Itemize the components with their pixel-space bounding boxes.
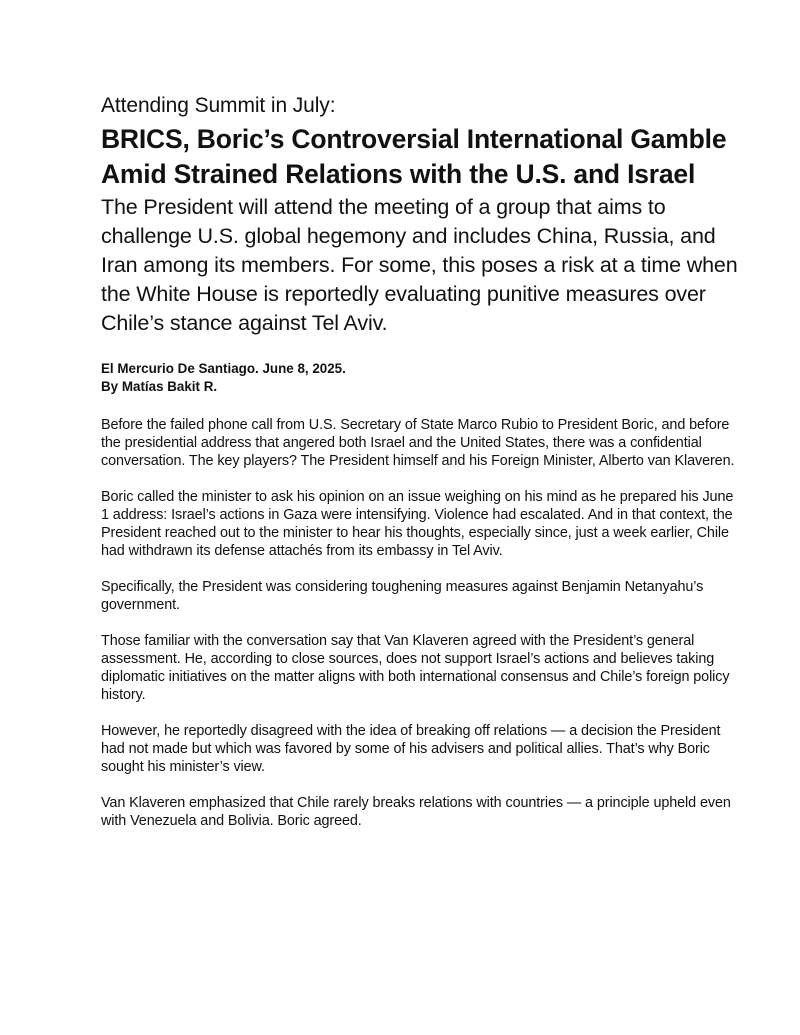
article-kicker: Attending Summit in July:: [101, 94, 336, 117]
article-headline: BRICS, Boric’s Controversial International Gamble Amid Strained Relations with the U.S. and Israel: [101, 124, 727, 189]
article-paragraph: Boric called the minister to ask his opinion on an issue weighing on his mind as he prepared his June 1 address: Israel’s actions in Gaza were intensifying. Violence had escalated. And in that context, the President reached out to the minister to hear his thoughts, especially since, just a week earlier, Chile had withdrawn its defense attachés from its embassy in Tel Aviv.: [101, 489, 734, 559]
article-paragraph: Specifically, the President was considering toughening measures against Benjamin Netanyahu’s government.: [101, 579, 704, 613]
article-byline: [101, 360, 741, 396]
article-author: By Matías Bakit R.: [101, 379, 218, 394]
article-page: [101, 93, 741, 848]
article-paragraph: Those familiar with the conversation say that Van Klaveren agreed with the President’s general assessment. He, according to close sources, does not support Israel’s actions and believes taking diplomatic initiatives on the matter aligns with both international consensus and Chile’s foreign policy history.: [101, 633, 730, 703]
article-paragraph: However, he reportedly disagreed with the idea of breaking off relations — a decision the President had not made but which was favored by some of his advisers and political allies. That’s why Boric sought his minister’s view.: [101, 723, 721, 775]
article-paragraph: Before the failed phone call from U.S. Secretary of State Marco Rubio to President Boric, and before the presidential address that angered both Israel and the United States, there was a confidential conversation. The key players? The President himself and his Foreign Minister, Alberto van Klaveren.: [101, 417, 735, 469]
article-paragraph: Van Klaveren emphasized that Chile rarely breaks relations with countries — a principle upheld even with Venezuela and Bolivia. Boric agreed.: [101, 795, 731, 829]
article-deck: The President will attend the meeting of a group that aims to challenge U.S. global hegemony and includes China, Russia, and Iran among its members. For some, this poses a risk at a time when the White House is reportedly evaluating punitive measures over Chile’s stance against Tel Aviv.: [101, 195, 738, 335]
article-source: El Mercurio De Santiago. June 8, 2025.: [101, 361, 346, 376]
article-body: [101, 416, 741, 830]
